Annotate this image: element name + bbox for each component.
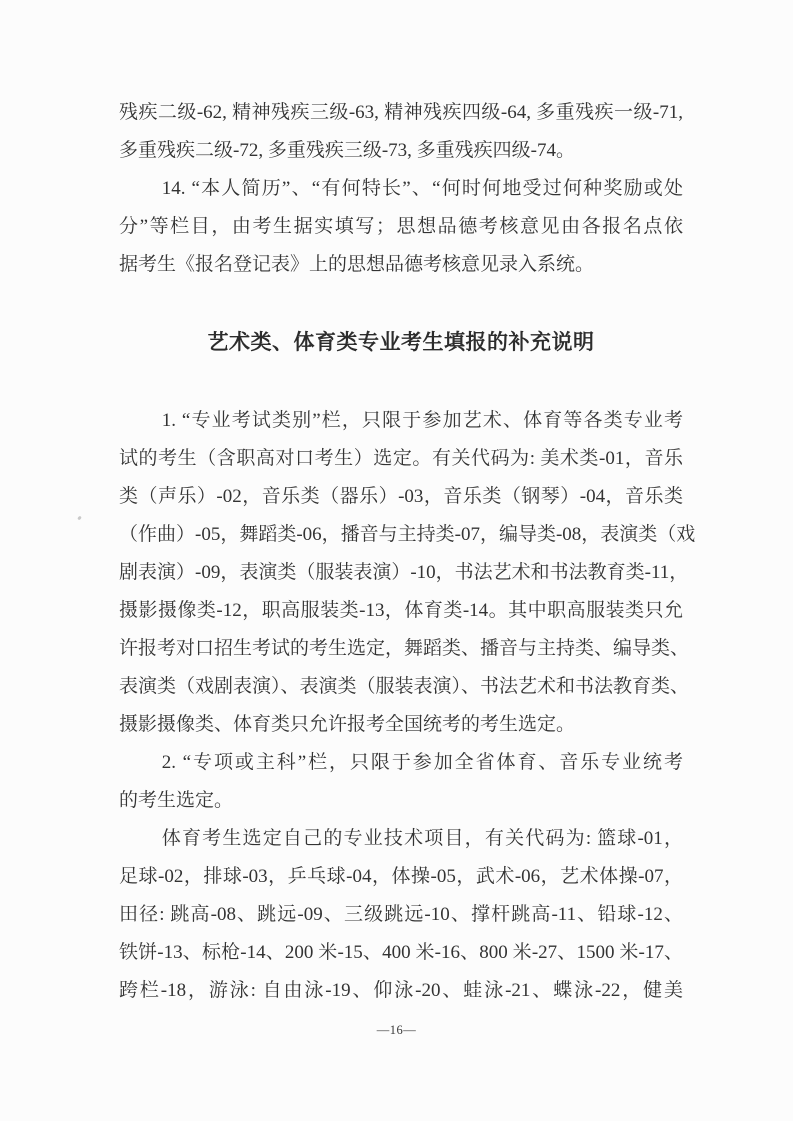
page-body (119, 0, 696, 1010)
text-line: 据考生《报名登记表》上的思想品德考核意见录入系统。 (119, 254, 595, 275)
text-line: 摄影摄像类-12，职高服装类-13，体育类-14。其中职高服装类只允 (119, 600, 683, 621)
paragraph-item-1 (119, 402, 696, 744)
text-line: 分”等栏目，由考生据实填写；思想品德考核意见由各报名点依 (119, 216, 683, 237)
page-number: —16— (376, 1023, 417, 1037)
text-line: 剧表演）-09，表演类（服装表演）-10，书法艺术和书法教育类-11， (119, 562, 689, 583)
section-heading: 艺术类、体育类专业考生填报的补充说明 (207, 331, 595, 354)
text-line: 跨栏-18，游泳: 自由泳-19、仰泳-20、蛙泳-21、蝶泳-22，健美 (119, 980, 683, 1001)
scan-speck (77, 516, 82, 521)
paragraph-item-2 (119, 744, 683, 820)
text-line: （作曲）-05，舞蹈类-06，播音与主持类-07，编导类-08，表演类（戏 (119, 524, 696, 545)
text-line: 表演类（戏剧表演）、表演类（服装表演）、书法艺术和书法教育类、 (119, 676, 690, 697)
text-line: 足球-02，排球-03，乒乓球-04，体操-05，武术-06，艺术体操-07， (119, 866, 683, 887)
text-line: 类（声乐）-02，音乐类（器乐）-03，音乐类（钢琴）-04，音乐类 (119, 486, 683, 507)
paragraph-disability-codes (119, 94, 683, 170)
text-line: 试的考生（含职高对口考生）选定。有关代码为: 美术类-01，音乐 (119, 448, 683, 469)
paragraph-sports-codes (119, 820, 683, 1010)
paragraph-item-14 (119, 170, 683, 284)
text-line: 摄影摄像类、体育类只允许报考全国统考的考生选定。 (119, 714, 576, 735)
text-line: 多重残疾二级-72, 多重残疾三级-73, 多重残疾四级-74。 (119, 140, 575, 161)
text-line: 的考生选定。 (119, 790, 234, 811)
text-line: 铁饼-13、标枪-14、200 米-15、400 米-16、800 米-27、1500 米-17、 (119, 942, 683, 963)
text-line: 田径: 跳高-08、跳远-09、三级跳远-10、撑杆跳高-11、铅球-12、 (119, 904, 683, 925)
text-line: 14. “本人简历”、“有何特长”、“何时何地受过何种奖励或处 (161, 178, 683, 199)
text-line: 许报考对口招生考试的考生选定，舞蹈类、播音与主持类、编导类、 (119, 638, 690, 659)
text-line: 2. “专项或主科”栏，只限于参加全省体育、音乐专业统考 (161, 752, 683, 773)
text-line: 体育考生选定自己的专业技术项目，有关代码为: 篮球-01， (161, 828, 683, 849)
text-line: 残疾二级-62, 精神残疾三级-63, 精神残疾四级-64, 多重残疾一级-71, (119, 102, 683, 123)
text-line: 1. “专业考试类别”栏，只限于参加艺术、体育等各类专业考 (161, 410, 683, 431)
